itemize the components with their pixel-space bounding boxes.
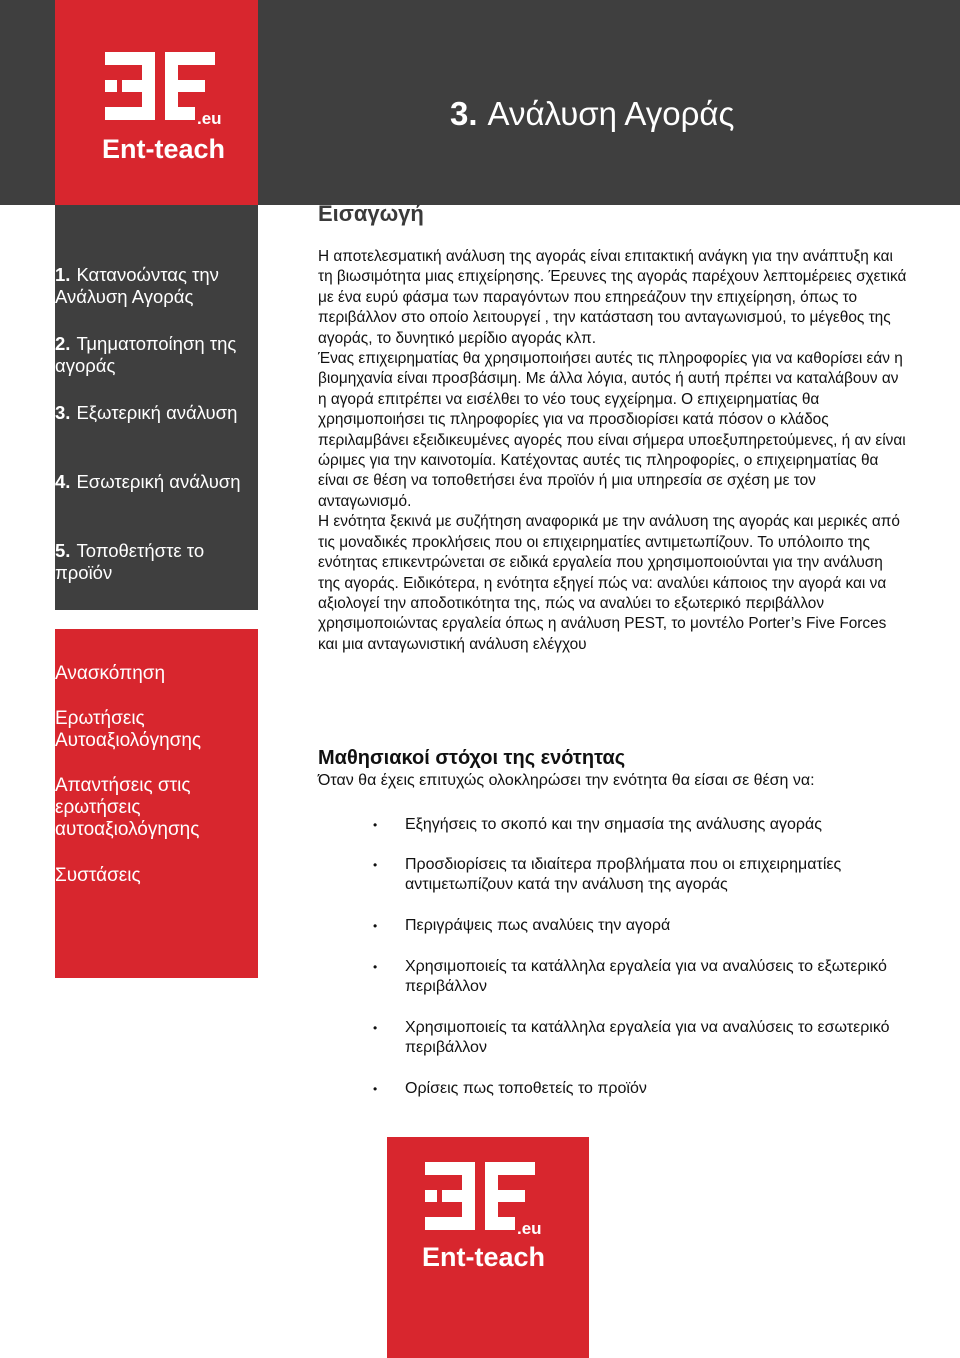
footer-logo-mark-3e bbox=[420, 1160, 550, 1275]
sidebar-item-internal-analysis[interactable]: 4. Εσωτερική ανάλυση bbox=[55, 471, 241, 492]
section-title: Εισαγωγή bbox=[318, 201, 424, 226]
intro-paragraph: Η αποτελεσματική ανάλυση της αγοράς είναι επιτακτική ανάγκη για την ανάπτυξη και τη βιωσιμότητα μιας επιχείρησης. Έρευνες της αγοράς παρέχουν λεπτομέρειες σχετικά με ένα ευρύ φάσμα των παραγόντων που επηρεάζουν την επιχείρηση, όπως το περιβάλλον στο οποίο λειτουργεί , την κατάσταση του ανταγωνισμού, το μέγεθος της αγοράς, το δυνητικό μερίδιο αγοράς κλπ. bbox=[318, 248, 907, 347]
intro-paragraph: Ένας επιχειρηματίας θα χρησιμοποιήσει αυτές τις πληροφορίες για να καθορίσει εάν η βιομηχανία είναι προσβάσιμη. Με άλλα λόγια, αυτός ή αυτή πρέπει να καταλάβουν αν η αγορά επιτρέπει να εισέλθει το νέο τους εγχείρημα. Ο επιχειρηματίας θα χρησιμοποιήσει τις πληροφορίες για να προσδιορίσει κατά πόσον ο κλάδος περιλαμβάνει εξειδικευμένες αγορές που είναι σήμερα υποεξυπηρετούμενες, ή αν είναι ώριμες για την καινοτομία. Κατέχοντας αυτές τις πληροφορίες, ο επιχειρηματίας θα είναι σε θέση να τοποθετήσει ένα προϊόν ή μια υπηρεσία σε σχέση με τον ανταγωνισμό. bbox=[318, 350, 906, 510]
sidebar-item-market-analysis[interactable]: 1. Κατανοώντας την Ανάλυση Αγοράς bbox=[55, 264, 219, 307]
sidebar-item-answers[interactable]: Απαντήσεις στις ερωτήσεις αυτοαξιολόγησης bbox=[55, 775, 200, 840]
logo-name: Ent-teach bbox=[102, 134, 226, 164]
intro-paragraph: Η ενότητα ξεκινά με συζήτηση αναφορικά με την ανάλυση της αγοράς και μερικές από τις μοναδικές προκλήσεις που οι επιχειρηματίες αντιμετωπίζουν. Το υπόλοιπο της ενότητας επικεντρώνεται σε ειδικά εργαλεία που χρησιμοποιούνται για την ανάλυση της αγοράς. Ειδικότερα, η ενότητα εξηγεί πώς να: αναλύει κάποιος την αγορά και να αξιολογεί την αποδοτικότητα της, πώς να αναλύει το εξωτερικό περιβάλλον χρησιμοποιώντας εργαλεία όπως η ανάλυση PEST, το μοντέλο Porter’s Five Forces και μια ανταγωνιστική ανάλυση ελέγχου bbox=[318, 513, 900, 653]
learning-objectives-title: Μαθησιακοί στόχοι της ενότητας bbox=[318, 747, 626, 769]
bullet-icon: • bbox=[373, 1021, 378, 1035]
bullet-icon: • bbox=[373, 960, 378, 974]
logo-mark-3e bbox=[100, 50, 230, 165]
bullet-icon: • bbox=[373, 818, 378, 832]
page-title bbox=[450, 95, 734, 133]
footer-ent-teach-logo bbox=[420, 1160, 550, 1275]
learning-objectives-intro: Όταν θα έχεις επιτυχώς ολοκληρώσει την ενότητα θα είσαι σε θέση να: bbox=[318, 772, 815, 789]
bullet-icon: • bbox=[373, 919, 378, 933]
sidebar-item-external-analysis[interactable]: 3. Εξωτερική ανάλυση bbox=[55, 402, 238, 423]
footer-logo-suffix: .eu bbox=[517, 1219, 542, 1238]
sidebar-item-self-assessment[interactable]: Ερωτήσεις Αυτοαξιολόγησης bbox=[55, 708, 202, 751]
footer-logo-name: Ent-teach bbox=[422, 1242, 546, 1272]
bullet-icon: • bbox=[373, 858, 378, 872]
intro-text bbox=[318, 247, 908, 655]
ent-teach-logo bbox=[100, 50, 230, 165]
sidebar-item-recommendations[interactable]: Συστάσεις bbox=[55, 865, 141, 886]
sidebar-item-segmentation[interactable]: 2. Τμηματοποίηση της αγοράς bbox=[55, 333, 237, 376]
sidebar-item-review[interactable]: Ανασκόπηση bbox=[55, 663, 166, 684]
bullet-icon: • bbox=[373, 1082, 378, 1096]
logo-suffix: .eu bbox=[197, 109, 222, 128]
sidebar-item-position-product[interactable]: 5. Τοποθετήστε το προϊόν bbox=[55, 540, 205, 583]
page-title-number: 3. bbox=[450, 95, 478, 132]
page-title-text: Ανάλυση Αγοράς bbox=[487, 95, 735, 132]
